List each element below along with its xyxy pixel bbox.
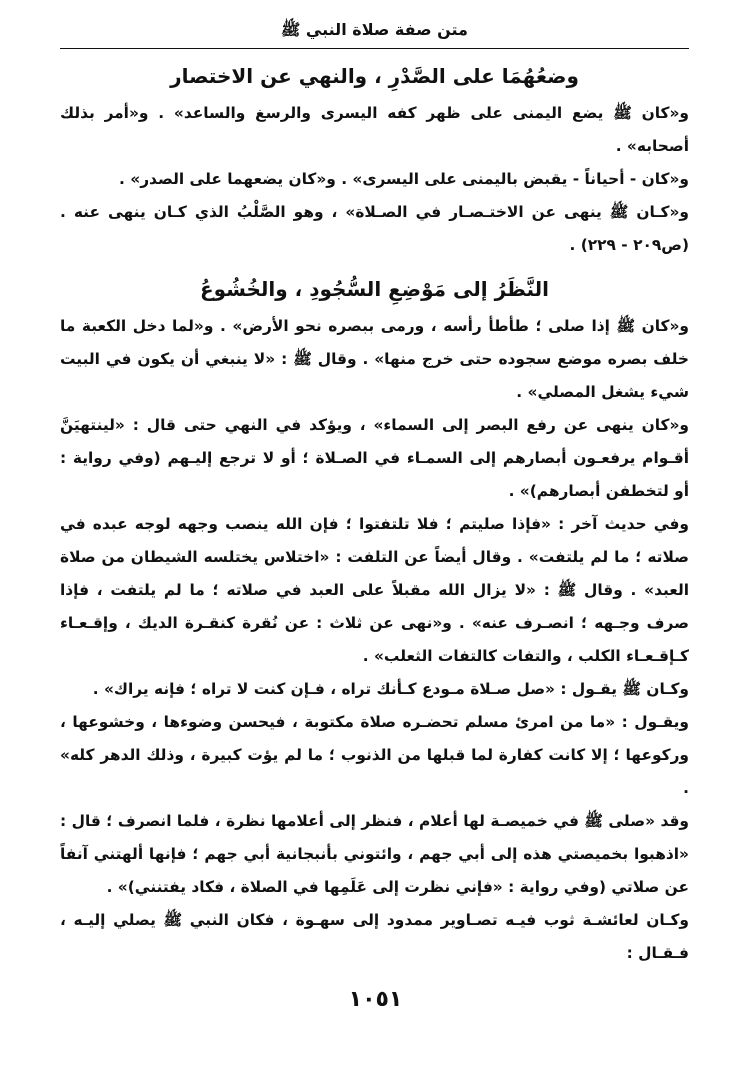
paragraph: وفي حديث آخر : «فإذا صليتم ؛ فلا تلتفتوا ؛ فإن الله ينصب وجهه لوجه عبده في صلاته ؛ ما لم يلتفت» . وقال أيضاً عن التلفت : «اختلاس يختلسه الشيطان من صلاة العبد» . وقال ﷺ : «لا يزال الله مقبلاً على العبد في صلاته ؛ ما لم يلتفت ، فإذا صرف وجـهه ؛ انصـرف عنه» . و«نهى عن ثلاث : عن نُقرة كنقـرة الديك ، وإقـعـاء كـإقـعـاء الكلب ، والتفات كالتفات الثعلب» . xyxy=(60,515,689,665)
section-heading-gaze: النَّظَرُ إلى مَوْضِعِ السُّجُودِ ، والخُشُوعُ xyxy=(199,277,550,301)
running-head: متن صفة صلاة النبي ﷺ xyxy=(60,20,689,49)
paragraph: و«كان ينهى عن رفع البصر إلى السماء» ، ويؤكد في النهي حتى قال : «لينتهيَنَّ أقـوام يرفعـون أبصارهم إلى السمـاء في الصـلاة ؛ أو لا ترجع إليـهم (وفي رواية : أو لتخطفن أبصارهم)» . xyxy=(60,416,689,500)
section-heading-placement: وضعُهُمَا على الصَّدْرِ ، والنهي عن الاختصار xyxy=(170,64,579,88)
paragraph: وكـان ﷺ يقـول : «صل صـلاة مـودع كـأنك تراه ، فـإن كنت لا تراه ؛ فإنه يراك» . xyxy=(92,680,689,698)
paragraph: و«كان ﷺ إذا صلى ؛ طأطأ رأسه ، ورمى ببصره نحو الأرض» . و«لما دخل الكعبة ما خلف بصره موضع سجوده حتى خرج منها» . وقال ﷺ : «لا ينبغي أن يكون في البيت شيء يشغل المصلي» . xyxy=(60,317,689,401)
paragraph: وقد «صلى ﷺ في خميصـة لها أعلام ، فنظر إلى أعلامها نظرة ، فلما انصرف ؛ قال : «اذهبوا بخميصتي هذه إلى أبي جهم ، وائتوني بأنبجانية أبي جهم ؛ فإنها ألهتني آنفاً عن صلاتي (وفي رواية : «فإني نظرت إلى عَلَمِها في الصلاة ، فكاد يفتنني)» . xyxy=(60,812,689,896)
page-number: ١٠٥١ xyxy=(348,987,403,1012)
paragraph: ويقـول : «ما من امرئ مسلم تحضـره صلاة مكتوبة ، فيحسن وضوءها ، وخشوعها ، وركوعها ؛ إلا كانت كفارة لما قبلها من الذنوب ؛ ما لم يؤت كبيرة ، وذلك الدهر كله» . xyxy=(60,713,689,797)
paragraph: و«كان - أحياناً - يقبض باليمنى على اليسرى» . و«كان يضعهما على الصدر» . xyxy=(119,170,689,188)
paragraph: و«كان ﷺ يضع اليمنى على ظهر كفه اليسرى والرسغ والساعد» . و«أمر بذلك أصحابه» . xyxy=(60,104,689,155)
paragraph: وكـان لعائشـة ثوب فيـه تصـاوير ممدود إلى سهـوة ، فكان النبي ﷺ يصلي إليـه ، فـقـال : xyxy=(60,911,689,962)
paragraph: و«كـان ﷺ ينهى عن الاختـصـار في الصـلاة» ، وهو الصَّلْبُ الذي كـان ينهى عنه . (ص٢٠٩ - ٢٢٩) . xyxy=(60,203,689,254)
